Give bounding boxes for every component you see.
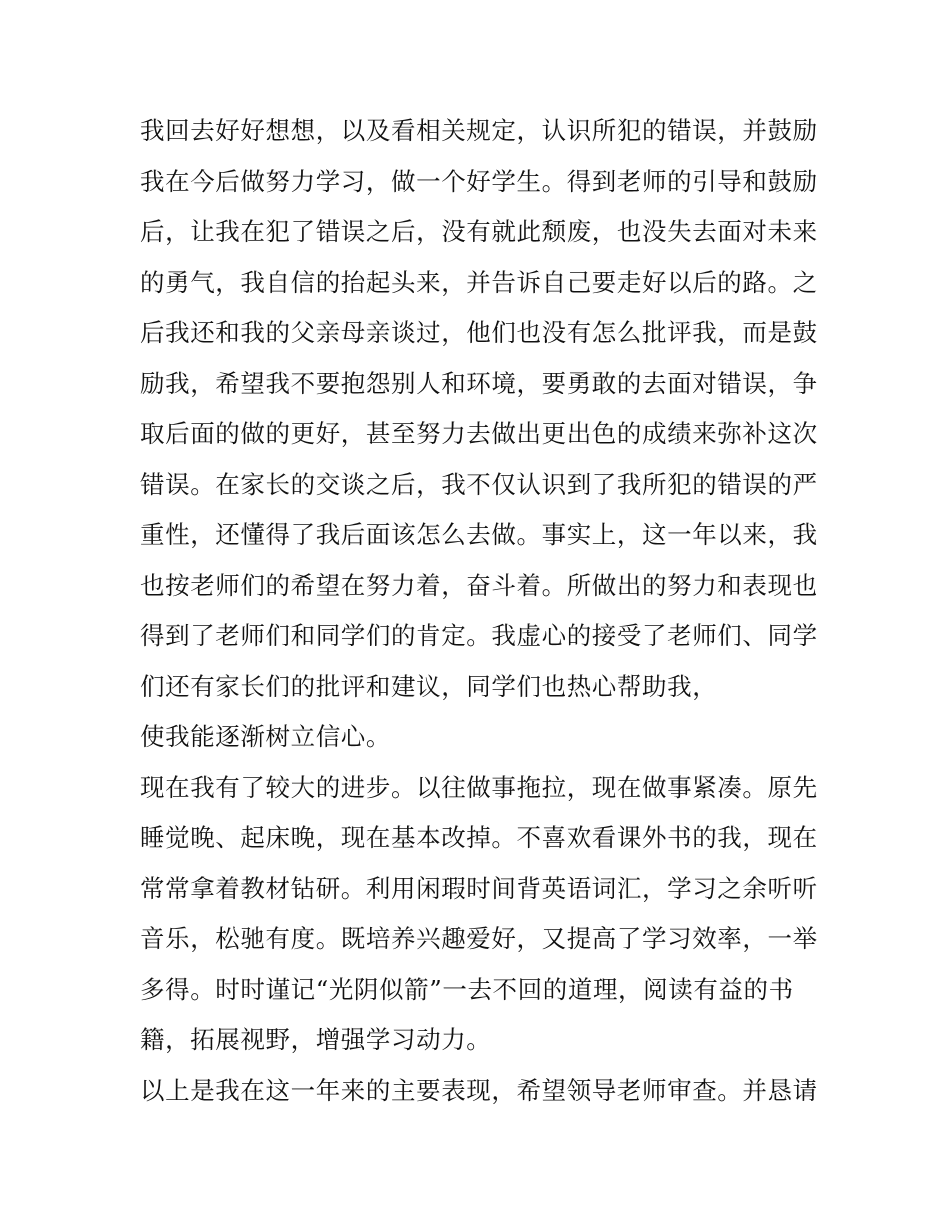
text-line: 睡觉晚、起床晚，现在基本改掉。不喜欢看课外书的我，现在: [140, 823, 818, 852]
text-line: 常常拿着教材钻研。利用闲瑕时间背英语词汇，学习之余听听: [140, 873, 818, 903]
text-line: 使我能逐渐树立信心。: [140, 722, 391, 751]
text-line: 取后面的做的更好，甚至努力去做出更出色的成绩来弥补这次: [140, 419, 818, 448]
text-line: 的勇气，我自信的抬起头来，并告诉自己要走好以后的路。之: [140, 267, 818, 297]
text-line: 现在我有了较大的进步。以往做事拖拉，现在做事紧凑。原先: [140, 772, 818, 802]
text-line: 以上是我在这一年来的主要表现，希望领导老师审查。并恳请: [140, 1075, 818, 1105]
text-line: 重性，还懂得了我后面该怎么去做。事实上，这一年以来，我: [140, 520, 818, 549]
text-line: 励我，希望我不要抱怨别人和环境，要勇敢的去面对错误，争: [140, 368, 818, 398]
text-line: 我回去好好想想，以及看相关规定，认识所犯的错误，并鼓励: [140, 116, 818, 145]
text-line: 我在今后做努力学习，做一个好学生。得到老师的引导和鼓励: [140, 166, 818, 196]
text-line: 后我还和我的父亲母亲谈过，他们也没有怎么批评我，而是鼓: [140, 318, 818, 347]
text-line: 错误。在家长的交谈之后，我不仅认识到了我所犯的错误的严: [140, 469, 818, 499]
text-line: 也按老师们的希望在努力着，奋斗着。所做出的努力和表现也: [140, 570, 818, 600]
text-line: 们还有家长们的批评和建议，同学们也热心帮助我，: [140, 671, 718, 701]
text-line: 得到了老师们和同学们的肯定。我虚心的接受了老师们、同学: [140, 621, 818, 650]
body-text: [140, 106, 840, 1116]
text-line: 音乐，松驰有度。既培养兴趣爱好，又提高了学习效率，一举: [140, 924, 818, 953]
text-line: 多得。时时谨记“光阴似箭”一去不回的道理，阅读有益的书: [140, 974, 794, 1004]
text-line: 籍，拓展视野，增强学习动力。: [140, 1025, 492, 1054]
text-line: 后，让我在犯了错误之后，没有就此颓废，也没失去面对未来: [140, 217, 818, 246]
